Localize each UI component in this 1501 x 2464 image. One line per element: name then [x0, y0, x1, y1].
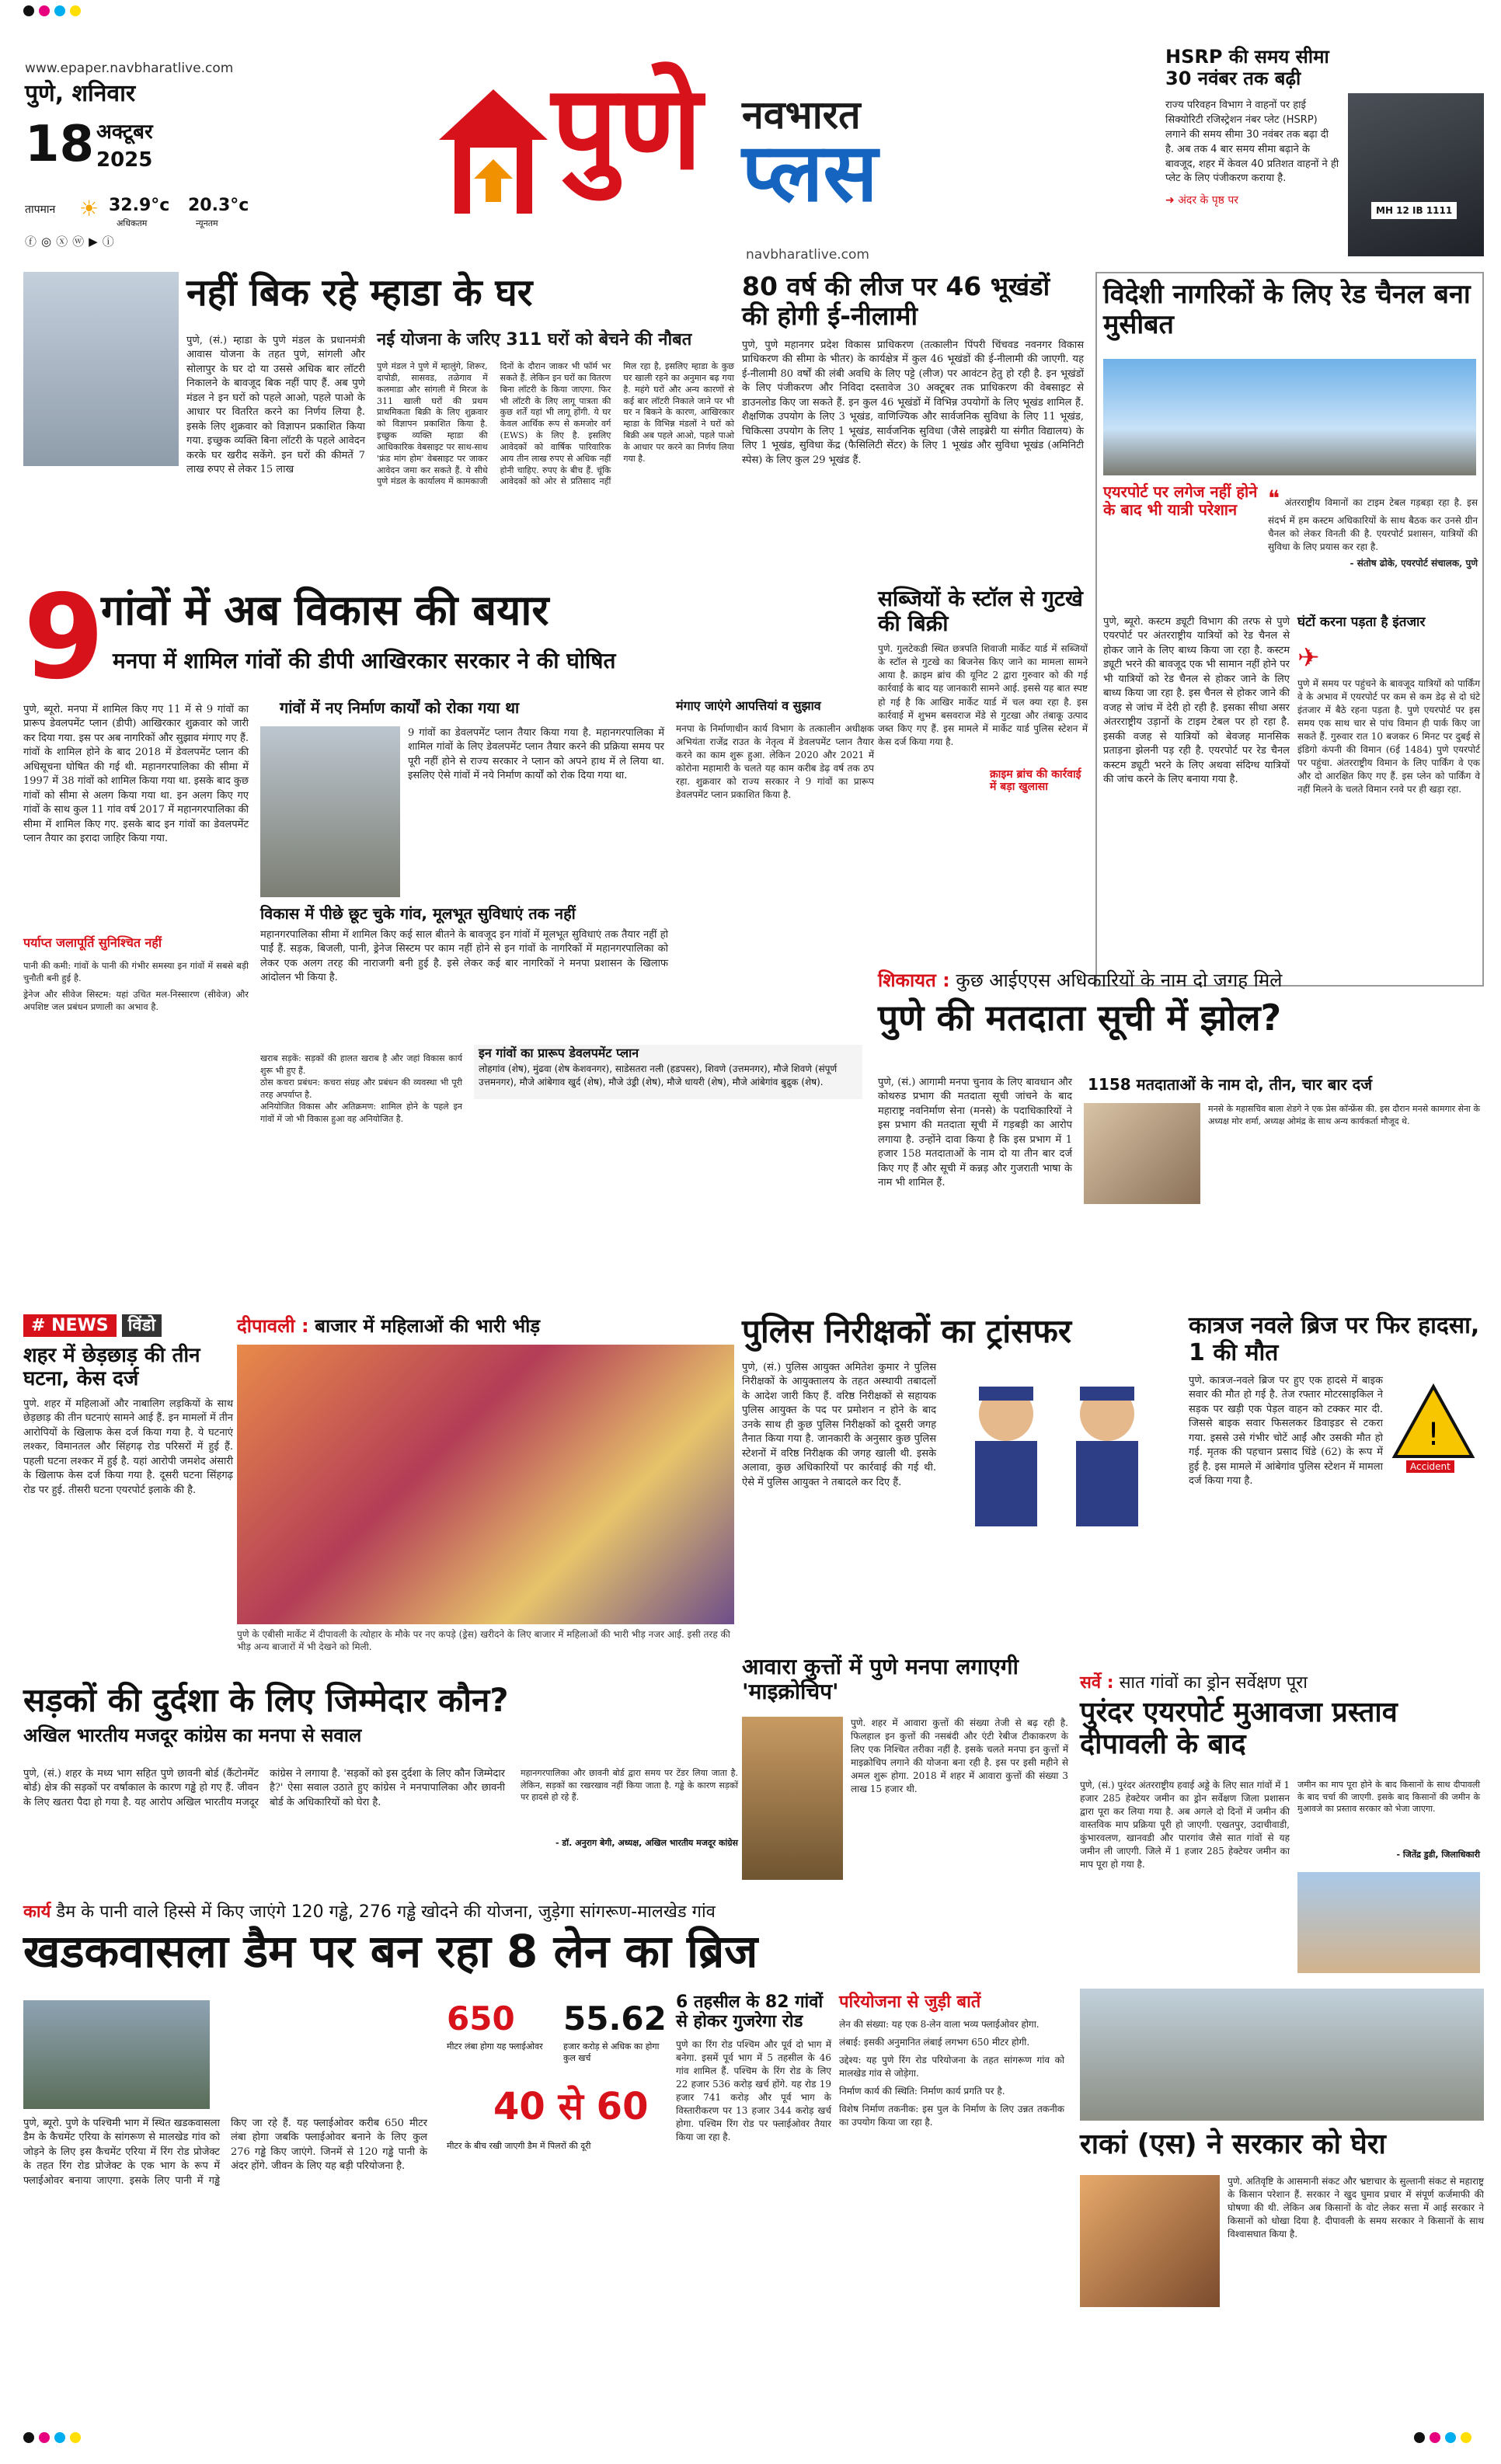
accident-label: Accident — [1406, 1460, 1454, 1473]
facebook-icon[interactable]: ⓕ — [25, 235, 42, 249]
mhada-lead: पुणे, (सं.) म्हाडा के पुणे मंडल के प्रधानमंत्री आवास योजना के तहत पुणे, सांगली और सोलापुर के घर दो या उससे अधिक बार लॉटरी निकालने के बावजूद बिक नहीं पाए हैं. अब पुणे मंडल ने इन घरों को पहले आओ, पहले पाओ के आधार पर वितरित करने का निर्णय लिया है. इसके लिए शुक्रवार को विज्ञापन प्रकाशित किया गया. इच्छुक व्यक्ति बिना लॉटरी के पहले आवेदन करके घर खरीद सकेंगे. इन घरों की कीमतें 7 लाख रुपए से लेकर 15 लाख — [186, 335, 365, 476]
dogs-headline: आवारा कुत्तों में पुणे मनपा लगाएगी 'माइक्रोचिप' — [742, 1654, 1019, 1705]
voterlist-tagline: कुछ आईएएस अधिकारियों के नाम दो जगह मिले — [956, 969, 1283, 991]
protest-photo — [1080, 2175, 1220, 2307]
purandar-story — [1080, 1670, 1484, 1981]
house-icon — [435, 85, 552, 218]
villages-lead: पुणे, ब्यूरो. मनपा में शामिल किए गए 11 में से 9 गांवों का प्रारूप डेवलपमेंट प्लान (डीपी) आखिरकार शुक्रवार को जारी कर दिया गया. इस पर अब नागरिकों और सुझाव मंगाए गए हैं. गांवों के शामिल होने के बाद 2018 में डेवलपमेंट प्लान की अधिसूचना घोषित की गई थी. महानगरपालिका की सीमा में 1997 में 38 गांवों को शामिल किया गया था. इसके बाद कुछ गांवों को सीमा से अलग किया गया था. इन अलग किए गए गांवों के साथ कुल 11 गांव वर्ष 2017 में महानगरपालिका की सीमा में शामिल किए गए. इसके बाद इन गांवों का डेवलपमेंट प्लान तैयार का इरादा जाहिर किया गया. — [23, 704, 249, 845]
dogs-story — [742, 1655, 1068, 1888]
promo-title-1: HSRP की समय सीमा — [1165, 46, 1329, 68]
purandar-tag-row — [1080, 1670, 1484, 1693]
ringroad-headline: 6 तहसील के 82 गांवों से होकर गुजरेगा रोड — [676, 1992, 824, 2032]
news-body: पुणे. शहर में महिलाओं और नाबालिग लड़कियों के साथ छेड़छाड़ की तीन घटनाएं सामने आई हैं. इन मामलों में तीन आरोपियों के खिलाफ केस दर्ज किया गया है. ये घटनाएं लश्कर, विमानतल और सिंहगढ़ रोड परिसरों में हुई हैं. पहली घटना लश्कर में हुई है. यहां आरोपी जमशेद अंसारी के खिलाफ केस दर्ज किया गया है. दूसरी घटना सिंहगढ़ रोड पर हुई. तीसरी घटना एयरपोर्ट इलाके की है. — [23, 1397, 233, 1496]
stat3-label: मीटर के बीच रखी जाएगी डैम में पिलरों की दूरी — [447, 2141, 591, 2151]
problem-item: ड्रेनेज और सीवेज सिस्टम: यहां उचित मल-निस्सारण (सीवेज) और अपशिष्ट जल प्रबंधन प्रणाली का अभाव है. — [23, 988, 249, 1012]
promo-title-2: 30 नवंबर तक बढ़ी — [1165, 67, 1301, 89]
stat3-num: 40 से 60 — [493, 2085, 649, 2128]
dog-photo — [742, 1717, 843, 1880]
rakan-headline: राकां (एस) ने सरकार को घेरा — [1080, 2128, 1386, 2160]
problems-list-2 — [260, 1053, 462, 1125]
stat-block — [447, 2000, 672, 2202]
hsrp-promo[interactable] — [1165, 47, 1484, 256]
khadakwasla-headline: खडकवासला डैम पर बन रहा 8 लेन का ब्रिज — [23, 1925, 758, 1978]
diwali-tag: दीपावली : — [237, 1315, 309, 1337]
diwali-tag-row — [237, 1313, 734, 1338]
temp-min-label: न्यूनतम — [196, 218, 218, 228]
temp-min: 20.3°c — [188, 196, 249, 215]
date-month: अक्टूबर — [96, 120, 153, 144]
diwali-headline: बाजार में महिलाओं की भारी भीड़ — [315, 1315, 541, 1337]
gutka-body: पुणे. गुलटेकडी स्थित छत्रपति शिवाजी मार्केट यार्ड में सब्जियों के स्टॉल से गुटखे का बिजनेस किए जाने का मामला सामने आया है. क्राइम ब्रांच की यूनिट 2 द्वारा गुरुवार को की गई कार्रवाई के बाद यह जानकारी सामने आई. इससे यह बात स्पष्ट हो गई है कि आखिर मार्केट यार्ड में चल क्या रहा है. इस कार्रवाई में शुभम बसवराज मेंडे से गुटखा और तंबाकू उत्पाद जब्त किए गए हैं. इस मामले में मार्केट यार्ड पुलिस स्टेशन में केस दर्ज किया गया है. — [878, 643, 1088, 747]
project-list — [839, 2018, 1064, 2129]
news-window — [23, 1313, 233, 1678]
objection-text: मनपा के निर्माणाधीन कार्य विभाग के तत्कालीन अधीक्षक अभियंता राजेंद्र राउत के नेतृत्व में डेवलपमेंट प्लान तैयार करने का काम शुरू हुआ. लेकिन 2020 और 2021 में कोरोना महामारी के चलते यह काम करीब डेढ़ वर्ष तक ठप रहा. शुक्रवार को राज्य सरकार ने 9 गांवों का प्रारूप डेवलपमेंट प्लान प्रकाशित किया है. — [676, 723, 874, 801]
roads-body: पुणे, (सं.) शहर के मध्य भाग सहित पुणे छावनी बोर्ड (कैंटोनमेंट बोर्ड) क्षेत्र की सड़कों पर वर्षाकाल के कारण गड्ढे हो गए हैं. जीवन के लिए खतरा पैदा हो गया है. यह आरोप अखिल भारतीय मजदूर कांग्रेस ने लगाया है. 'सड़कों को इस दुर्दशा के लिए कौन जिम्मेदार है?' ऐसा सवाल उठाते हुए कांग्रेस ने मनपापालिका और छावनी बोर्ड के अधिकारियों को घेरा है. — [23, 1768, 505, 1808]
youtube-icon[interactable]: ▶ — [89, 235, 103, 249]
lease-body: पुणे, पुणे महानगर प्रदेश विकास प्राधिकरण (तत्कालीन पिंपरी चिंचवड नवनगर विकास प्राधिकरण की सीमा के भीतर) के कार्यक्षेत्र में कुल 46 भूखंडों की ई-नीलामी की जाएगी. यह ई-नीलामी 80 वर्षों की लंबी अवधि के लिए पट्टे (लीज) पर आवंटन हेतु हो रही है. इन भूखंडों के लिए पंजीकरण और निविदा दस्तावेज 30 अक्टूबर तक प्राधिकरण की वेबसाइट से डाउनलोड किए जा सकते हैं. इन कुल 46 भूखंडों में विभिन्न उपयोगों के लिए भूखंड शामिल हैं. शैक्षणिक उपयोग के लिए 3 भूखंड, वाणिज्यिक और सार्वजनिक सुविधा के लिए 11 भूखंड, चिकित्सा उपयोग के लिए 1 भूखंड, सार्वजनिक सुविधा (जैसे लाइब्रेरी या संगीत विद्यालय) के लिए 1 भूखंड, सुविधा केंद्र (फैसिलिटी सेंटर) के लिए 1 भूखंड और सुविधा भूखंड (अमिनिटी स्पेस) के लिए कुल 29 भूखंड हैं. — [742, 339, 1084, 466]
voterlist-story — [878, 967, 1484, 1301]
quote-icon: ❝ — [1268, 485, 1280, 511]
linkedin-icon[interactable]: ⓘ — [102, 235, 119, 249]
logo[interactable] — [435, 61, 979, 241]
x-icon[interactable]: ⓧ — [56, 235, 73, 249]
roads-story — [23, 1682, 738, 1892]
roads-subhead: अखिल भारतीय मजदूर कांग्रेस का मनपा से सवाल — [23, 1724, 362, 1747]
voterlist-headline: पुणे की मतदाता सूची में झोल? — [878, 997, 1282, 1039]
villages-big-num: 9 — [23, 570, 105, 705]
rakan-story — [1080, 1989, 1484, 2408]
temp-label: तापमान — [25, 204, 56, 216]
instagram-icon[interactable]: ◎ — [41, 235, 57, 249]
construction-photo — [260, 726, 400, 897]
plan-head: इन गांवों का प्रारूप डेवलपमेंट प्लान — [479, 1046, 639, 1060]
katraj-body: पुणे. कात्रज-नवले ब्रिज पर हुए एक हादसे में बाइक सवार की मौत हो गई है. तेज रफ्तार मोटरसाइकिल ने सड़क पर खड़ी एक पेड़ल वाहन को टक्कर मार दी. जिससे बाइक सवार फिसलकर डिवाइडर से टकरा गया. इससे उसे गंभीर चोटें आईं और उसकी मौत हो गई. मृतक की पहचान प्रसाद धिंडे (62) के रूप में हुई है. इस मामले में आंबेगांव पुलिस स्टेशन में मामला दर्ज किया गया है. — [1189, 1375, 1383, 1488]
problems-head: पर्याप्त जलापूर्ति सुनिश्चित नहीं — [23, 935, 162, 950]
khadakwasla-tagline: डैम के पानी वाले हिस्से में किए जाएंगे 120 गड्ढे, 276 गड्ढे खोदने की योजना, जुड़ेगा सांगरूण-मालखेड गांव — [56, 1902, 716, 1922]
stat2-label: हजार करोड़ से अधिक का होगा कुल खर्च — [563, 2041, 660, 2063]
plan-box — [474, 1045, 862, 1099]
khadakwasla-body: पुणे, ब्यूरो. पुणे के पश्चिमी भाग में स्थित खडकवासला डैम के कैचमेंट एरिया के सांगरूण से मालखेड गांव को जोड़ने के लिए इस कैचमेंट एरिया में रिंग रोड प्रोजेक्ट के तहत रिंग रोड प्रोजेक्ट के एक भाग के रूप में फ्लाईओवर बनाया जाएगा. इसके लिए पानी में गड्ढे किए जा रहे हैं. यह फ्लाईओवर करीब 650 मीटर लंबा होगा जबकि फ्लाईओवर बनाने के लिए कुल 276 गड्ढे किए जाएंगे. जिनमें से 120 गड्ढे पानी के अंदर होंगे. जीवन के लिए यह बड़ी परियोजना है. — [23, 2118, 427, 2187]
purandar-quote-author: - जितेंद्र डुडी, जिलाधिकारी — [1396, 1850, 1480, 1860]
police-illustration — [944, 1367, 1169, 1538]
voterlist-tagline-row — [878, 967, 1484, 993]
problem-item: खराब सड़कें: सड़कों की हालत खराब है और जहां विकास कार्य शुरू भी हुए हैं. — [260, 1053, 462, 1076]
police-headline: पुलिस निरीक्षकों का ट्रांसफर — [742, 1312, 1072, 1350]
dam-photo — [23, 2000, 210, 2109]
facility-text: महानगरपालिका सीमा में शामिल किए कई साल बीतने के बावजूद इन गांवों में मूलभूत सुविधाएं तक तैयार नहीं हो पाईं हैं. सड़क, बिजली, पानी, ड्रेनेज सिस्टम पर काम नहीं होने से इन गांवों के नागरिकों में महानगरपालिका को लेकर एक अलग तरह की नाराजगी बनी हुई है. इसे लेकर कई बार नागरिकों ने मनपा प्रशासन के खिलाफ आंदोलन भी किया है. — [260, 929, 668, 984]
social-icons — [25, 233, 119, 249]
stat1-num: 650 — [447, 1999, 515, 2038]
epaper-url[interactable]: www.epaper.navbharatlive.com — [25, 61, 234, 76]
news-headline: शहर में छेड़छाड़ की तीन घटना, केस दर्ज — [23, 1344, 200, 1390]
number-plate: MH 12 IB 1111 — [1371, 202, 1457, 219]
purandar-tag: सर्वे : — [1080, 1673, 1114, 1693]
logo-plus: प्लस — [742, 125, 878, 220]
gutka-headline: सब्जियों के स्टॉल से गुटखे की बिक्री — [878, 586, 1083, 637]
airport-quote: ❝ अंतरराष्ट्रीय विमानों का टाइम टेबल गड़बड़ा रहा है. इस संदर्भ में हम कस्टम अधिकारियों के साथ बैठक कर उनसे ग्रीन चैनल को लेकर विनती की है. एयरपोर्ट प्रशासन, यात्रियों की सुविधा के लिए प्रयास कर रहा है. - संतोष ढोके, एयरपोर्ट संचालक, पुणे — [1268, 483, 1478, 570]
news-tag-row — [23, 1313, 233, 1337]
project-item: उद्देश्य: यह पुणे रिंग रोड परियोजना के तहत सांगरूण गांव को मालखेड गांव से जोड़ेगा. — [839, 2055, 1064, 2079]
promo-text: राज्य परिवहन विभाग ने वाहनों पर हाई सिक्योरिटी रजिस्ट्रेशन नंबर प्लेट (HSRP) लगाने की समय सीमा 30 नवंबर तक बढ़ा दी है. अब तक 4 बार समय सीमा बढ़ाने के बावजूद, शहर में केवल 40 प्रतिशत वाहनों ने ही प्लेट के लिए पंजीकरण कराया है. — [1165, 99, 1339, 185]
airport-quote-author: - संतोष ढोके, एयरपोर्ट संचालक, पुणे — [1350, 557, 1478, 569]
website[interactable]: navbharatlive.com — [746, 247, 869, 263]
diwali-market-photo — [237, 1345, 734, 1624]
airport-photo — [1103, 359, 1476, 475]
color-dots-bottom-right — [1414, 2431, 1476, 2446]
airport-headline: विदेशी नागरिकों के लिए रेड चैनल बना मुसीबत — [1103, 279, 1471, 341]
temp-max: 32.9°c — [109, 196, 170, 215]
plan-text: लोहगांव (शेष), मुंढवा (शेष केशवनगर), साडेसतरा नली (हडपसर), शिवणे (उत्तमनगर), मौजे शिवणे (संपूर्ण उत्तमनगर), मौजे आंबेगाव खुर्द (शेष), मौजे उंड्री (शेष), मौजे धायरी (शेष), मौजे आंबेगांव बुद्रुक (शेष). — [479, 1063, 838, 1088]
villages-story — [23, 570, 878, 1125]
roads-quote: महानगरपालिका और छावनी बोर्ड द्वारा समय पर टेंडर लिया जाता है. लेकिन, सड़कों का रखरखाव नहीं किया जाता है. गड्ढे के कारण सड़कों पर हादसे हो रहे हैं. — [521, 1768, 738, 1803]
news-tag2: विंडो — [122, 1314, 162, 1337]
project-headline: परियोजना से जुड़ी बातें — [839, 1992, 981, 2012]
mhada-subhead: नई योजना के जरिए 311 घरों को बेचने की नौबत — [377, 330, 692, 350]
ringroad-story — [676, 1992, 831, 2396]
problem-item: पानी की कमी: गांवों के पानी की गंभीर समस्या इन गांवों में सबसे बड़ी चुनौती बनी हुई है. — [23, 960, 249, 984]
purandar-body: पुणे, (सं.) पुरंदर अंतरराष्ट्रीय हवाई अड्डे के लिए सात गांवों में 1 हजार 285 हेक्टेयर जमीन का ड्रोन सर्वेक्षण जिला प्रशासन द्वारा पूरा कर लिया गया है. अब अगले दो दिनों में जमीन की वास्तविक माप प्रक्रिया पूरी हो जाएगी. एखतपुर, उदाचीवाडी, कुंभारवलण, खानवडी और पारगांव जैसे सात गांवों से यह जमीन ली जाएगी. जिले में 1 हजार 285 हेक्टेयर जमीन का माप पूरा हो गया है. — [1080, 1780, 1290, 1871]
villages-inner-head: गांवों में नए निर्माण कार्यों को रोका गया था — [280, 698, 520, 717]
date-day: 18 — [25, 116, 95, 173]
masthead — [0, 0, 1501, 264]
problem-item: ठोस कचरा प्रबंधन: कचरा संग्रह और प्रबंधन की व्यवस्था भी पूरी तरह अपर्याप्त है. — [260, 1077, 462, 1100]
color-dots-bottom — [23, 2431, 85, 2446]
logo-pune: पुणे — [552, 61, 702, 196]
objection-head: मंगाए जाएंगे आपत्तियां व सुझाव — [676, 698, 821, 713]
airport-box-head: घंटों करना पड़ता है इंतजार — [1297, 614, 1426, 630]
problems-list — [23, 959, 249, 1016]
voterlist-img-text: मनसे के महासचिव बाला शेडगे ने एक प्रेस कॉन्फ्रेंस की. इस दौरान मनसे कामगार सेना के अध्यक्ष मोर शर्मा, अध्यक्ष ओमंद्र के साथ अन्य कार्यकर्ता मौजूद थे. — [1208, 1104, 1480, 1126]
project-item: लेन की संख्या: यह एक 8-लेन वाला भव्य फ्लाईओवर होगा. — [839, 2019, 1040, 2031]
news-tag: # NEWS — [23, 1314, 117, 1337]
sun-icon: ☀ — [79, 196, 99, 221]
katraj-story — [1189, 1313, 1484, 1670]
purandar-headline: पुरंदर एयरपोर्ट मुआवजा प्रस्ताव दीपावली के बाद — [1080, 1697, 1398, 1761]
facility-head: विकास में पीछे छूट चुके गांव, मूलभूत सुविधाएं तक नहीं — [260, 904, 576, 923]
svg-text:!: ! — [1426, 1417, 1440, 1453]
accident-sign — [1391, 1383, 1476, 1472]
promo-more[interactable]: ➜ अंदर के पृष्ठ पर — [1165, 194, 1239, 207]
khadakwasla-tag-row — [23, 1899, 1064, 1923]
protest-photo-top — [1080, 1989, 1484, 2121]
diwali-story — [237, 1313, 734, 1678]
lease-headline: 80 वर्ष की लीज पर 46 भूखंडों की होगी ई-नीलामी — [742, 271, 1050, 331]
plane-icon: ✈ — [1297, 642, 1320, 673]
police-body: पुणे, (सं.) पुलिस आयुक्त अमितेश कुमार ने पुलिस निरीक्षकों के आयुक्तालय के तहत अस्थायी तबादलों के आदेश जारी किए हैं. वरिष्ठ निरीक्षकों से सहायक पुलिस आयुक्त के पद पर प्रमोशन न होने के बाद उनके साथ ही कुछ पुलिस निरीक्षकों को दूसरी जगह तैनात किया गया है. जानकारी के अनुसार कुछ पुलिस स्टेशनों में वरिष्ठ निरीक्षक की जगह खाली थी. इसके अलावा, कुछ अधिकारियों पर कार्रवाई की गई थी. ऐसे में पुलिस आयुक्त ने तबादले कर दिए हैं. — [742, 1362, 936, 1488]
roads-quote-author: - डॉ. अनुराग बेगी, अध्यक्ष, अखिल भारतीय मजदूर कांग्रेस — [555, 1838, 738, 1848]
temperature — [25, 194, 258, 233]
mhada-building-photo — [23, 272, 179, 466]
dogs-body: पुणे. शहर में आवारा कुत्तों की संख्या तेजी से बढ़ रही है. फिलहाल इन कुत्तों की नसबंदी और एंटी रेबीज टीकाकरण के लिए एक निश्चित तरीका नहीं है. इसके चलते मनपा इन कुत्तों में माइक्रोचिप लगाने की योजना बना रही है. इस पर इसी महीने से अमल शुरू होगा. 2018 में शहर में आवारा कुत्तों की संख्या 3 लाख 15 हजार थी. — [851, 1717, 1068, 1795]
date-year: 2025 — [96, 148, 153, 172]
mhada-body: पुणे मंडल ने पुणे में म्हालुंगे, शिरूर, दापोडी, सासवड, तळेगाव में कलमाडा और सांगली में मिरज के 311 खाली घरों की प्रथम प्राथमिकता बिक्री के लिए शुक्रवार को विज्ञापन प्रकाशित किया है. इच्छुक व्यक्ति म्हाडा की आधिकारिक वेबसाइट पर साथ-साथ 'फ्रंड मांग होम' वेबसाइट पर जाकर आवेदन जमा कर सकते हैं. ये सीधे पुणे मंडल के कार्यालय में कामकाजी दिनों के दौरान जाकर भी फॉर्म भर सकते हैं. लेकिन इन घरों का वितरण बिना लॉटरी के किया जाएगा. फिर भी लॉटरी के लिए लागू पात्रता की कुछ शर्तें यहां भी लागू होंगी. ये घर केवल आर्थिक रूप से कमजोर वर्ग (EWS) के लिए है. इसलिए आवेदकों को वार्षिक पारिवारिक आय तीन लाख रुपए से अधिक नहीं होनी चाहिए. रुपए के बीच हैं. चूंकि आवेदकों को ओर से प्रतिसाद नहीं मिल रहा है, इसलिए म्हाडा के कुछ घर खाली रहने का अनुमान बढ़ गया है. महंगे घरों और अन्य कारणों से कई बार लॉटरी निकाले जाने पर भी घर न बिकने के कारण, आखिरकार म्हाडा के विभिन्न मंडलों ने घरों को बिक्री अब पहले आओ, पहले पाओ के आधार पर करने का निर्णय लिया गया है. — [377, 361, 734, 487]
airport-body: पुणे, ब्यूरो. कस्टम ड्यूटी विभाग की तरफ से पुणे एयरपोर्ट पर अंतरराष्ट्रीय यात्रियों को रेड चैनल से होकर जाने के लिए बाध्य किया जा रहा है. कस्टम ड्यूटी भरने की बावजूद एक भी सामान नहीं होने पर भी यात्रियों को रेड चैनल से होकर जाने के लिए बाध्य किया जा रहा है. इस चैनल से होकर जाने की वजह से जांच में देरी हो रही है. इसका सीधा असर अंतरराष्ट्रीय उड़ानों के टाइम टेबल पर हो रहा है. इसकी वजह से यात्रियों को बेवजह मानसिक प्रताड़ना झेलनी पड़ रही है. एयरपोर्ट पर रेड चैनल कस्टम ड्यूटी भरने के लिए अथवा संदिग्ध यात्रियों की जांच करने के लिए बनाया गया है. — [1103, 616, 1290, 785]
stat1-label: मीटर लंबा होगा यह फ्लाईओवर — [447, 2041, 543, 2052]
temp-max-label: अधिकतम — [117, 218, 148, 228]
project-item: निर्माण कार्य की स्थिति: निर्माण कार्य प्रगति पर है. — [839, 2086, 1005, 2097]
problem-item: अनियोजित विकास और अतिक्रमण: शामिल होने के पहले इन गांवों में जो भी विकास हुआ वह अनियोजित है. — [260, 1101, 462, 1125]
roads-headline: सड़कों की दुर्दशा के लिए जिम्मेदार कौन? — [23, 1681, 509, 1719]
date-block — [25, 117, 227, 179]
airport-box-text: पुणे में समय पर पहुंचने के बावजूद यात्रियों को पार्किंग वे के अभाव में एयरपोर्ट पर कम से कम डेढ़ से दो घंटे इंतजार में बैठे रहना पड़ता है. पुणे एयरपोर्ट पर इस समय एक साथ चार से पांच विमान ही पार्क किए जा सकते हैं. गुरुवार रात 10 बजकर 6 मिनट पर दुबई से इंडिगो कंपनी की विमान (6ई 1484) पुणे एयरपोर्ट पर पहुंचा. अंतरराष्ट्रीय विमान के लिए पार्किंग वे एक और दो आरक्षित किए गए हैं. इस प्लेन को पार्किंग वे नहीं मिलने के चलते विमान रनवे पर ही खड़ा रहा. — [1297, 678, 1480, 795]
voterlist-subhead: 1158 मतदाताओं के नाम दो, तीन, चार बार दर्ज — [1088, 1075, 1373, 1094]
airport-pull-quote: एयरपोर्ट पर लगेज नहीं होने के बाद भी यात्री परेशान — [1103, 482, 1258, 519]
katraj-headline: कात्रज नवले ब्रिज पर फिर हादसा, 1 की मौत — [1189, 1312, 1480, 1366]
arrow-icon: ➜ — [1165, 194, 1179, 207]
purandar-quote: जमीन का माप पूरा होने के बाद किसानों के साथ दीपावली के बाद चर्चा की जाएगी. इसके बाद किसानों की जमीन के मुआवजे का प्रस्ताव सरकार को भेजा जाएगा. — [1297, 1780, 1480, 1815]
gutka-box: क्राइम ब्रांच की कार्रवाई में बड़ा खुलासा — [987, 765, 1088, 796]
color-dots-top — [23, 5, 85, 19]
press-conference-photo — [1084, 1103, 1200, 1204]
voterlist-body: पुणे, (सं.) आगामी मनपा चुनाव के लिए बावधान और कोथरुड प्रभाग की मतदाता सूची जांचने के बाद महाराष्ट्र नवनिर्माण सेना (मनसे) के पदाधिकारियों ने इस प्रभाग की मतदाता सूची में गड़बड़ी का आरोप लगाया है. उन्होंने दावा किया है कि इस प्रभाग में 1 हजार 158 मतदाताओं के नाम दो या तीन बार दर्ज किए गए हैं और सूची में कन्नड़ और गुजराती भाषा के नाम भी शामिल हैं. — [878, 1077, 1072, 1189]
airport-story — [1095, 272, 1484, 987]
ringroad-body: पुणे का रिंग रोड पश्चिम और पूर्व दो भाग में बनेगा. इसमें पूर्व भाग में 5 तहसील के 46 गांव शामिल हैं. पश्चिम के रिंग रोड के लिए 22 हजार 536 करोड़ खर्च होंगे. यह रोड 19 हजार 741 करोड़ और पूर्व भाग के विस्तारीकरण पर 13 हजार 344 करोड़ खर्च होगा. पश्चिम रिंग रोड पर फ्लाईओवर तैयार किया जा रहा है. — [676, 2038, 831, 2142]
airport-site-photo — [1297, 1872, 1480, 1973]
rakan-body: पुणे. अतिवृष्टि के आसमानी संकट और भ्रष्टाचार के सुल्तानी संकट से महाराष्ट्र के किसान परेशान हैं. सरकार ने खुद घुमाव प्रचार में संपूर्ण कर्जमाफी की घोषणा की थी. लेकिन अब किसानों के वोट लेकर सत्ता में आई सरकार ने किसानों को धोखा दिया है. दीपावली के समय सरकार ने किसानों के साथ विश्वासघात किया है. — [1228, 2176, 1484, 2240]
stat2-num: 55.62 — [563, 1999, 667, 2038]
mhada-headline: नहीं बिक रहे म्हाडा के घर — [186, 271, 533, 315]
lease-story — [742, 272, 1084, 579]
khadakwasla-tag: कार्य — [23, 1902, 51, 1922]
city-day: पुणे, शनिवार — [25, 80, 136, 107]
gutka-story — [878, 586, 1088, 952]
purandar-tagline: सात गांवों का ड्रोन सर्वेक्षण पूरा — [1119, 1673, 1308, 1693]
logo-navbharat: नवभारत — [742, 92, 861, 137]
villages-subhead: मनपा में शामिल गांवों की डीपी आखिरकार सरकार ने की घोषित — [113, 648, 616, 673]
villages-headline: गांवों में अब विकास की बयार — [101, 586, 549, 635]
project-item: लंबाई: इसकी अनुमानित लंबाई लगभग 650 मीटर होगी. — [839, 2037, 1030, 2048]
car-plate-photo — [1348, 93, 1484, 256]
project-box — [839, 1992, 1064, 2396]
villages-mid-text: 9 गांवों का डेवलपमेंट प्लान तैयार किया गया है. महानगरपालिका में शामिल गांवों के लिए डेवलपमेंट प्लान तैयार करने की प्रक्रिया समय पर पूरी नहीं होने से राज्य सरकार ने प्लान को अपने हाथ में ले लिया था. इसलिए ऐसे गांवों में नये निर्माण कार्यों को रोक दिया गया था. — [408, 727, 664, 782]
mhada-story — [23, 272, 738, 579]
voterlist-tag: शिकायत : — [878, 969, 950, 991]
whatsapp-icon[interactable]: ⓦ — [72, 235, 89, 249]
project-item: विशेष निर्माण तकनीक: इस पुल के निर्माण के लिए उन्नत तकनीक का उपयोग किया जा रहा है. — [839, 2104, 1064, 2128]
diwali-caption: पुणे के एबीसी मार्केट में दीपावली के त्योहार के मौके पर नए कपड़े (ड्रेस) खरीदने के लिए बाजार में महिलाओं की भारी भीड़ नजर आई. इसी तरह की भीड़ अन्य बाजारों में भी देखने को मिली. — [237, 1629, 730, 1652]
police-story — [742, 1313, 1177, 1655]
